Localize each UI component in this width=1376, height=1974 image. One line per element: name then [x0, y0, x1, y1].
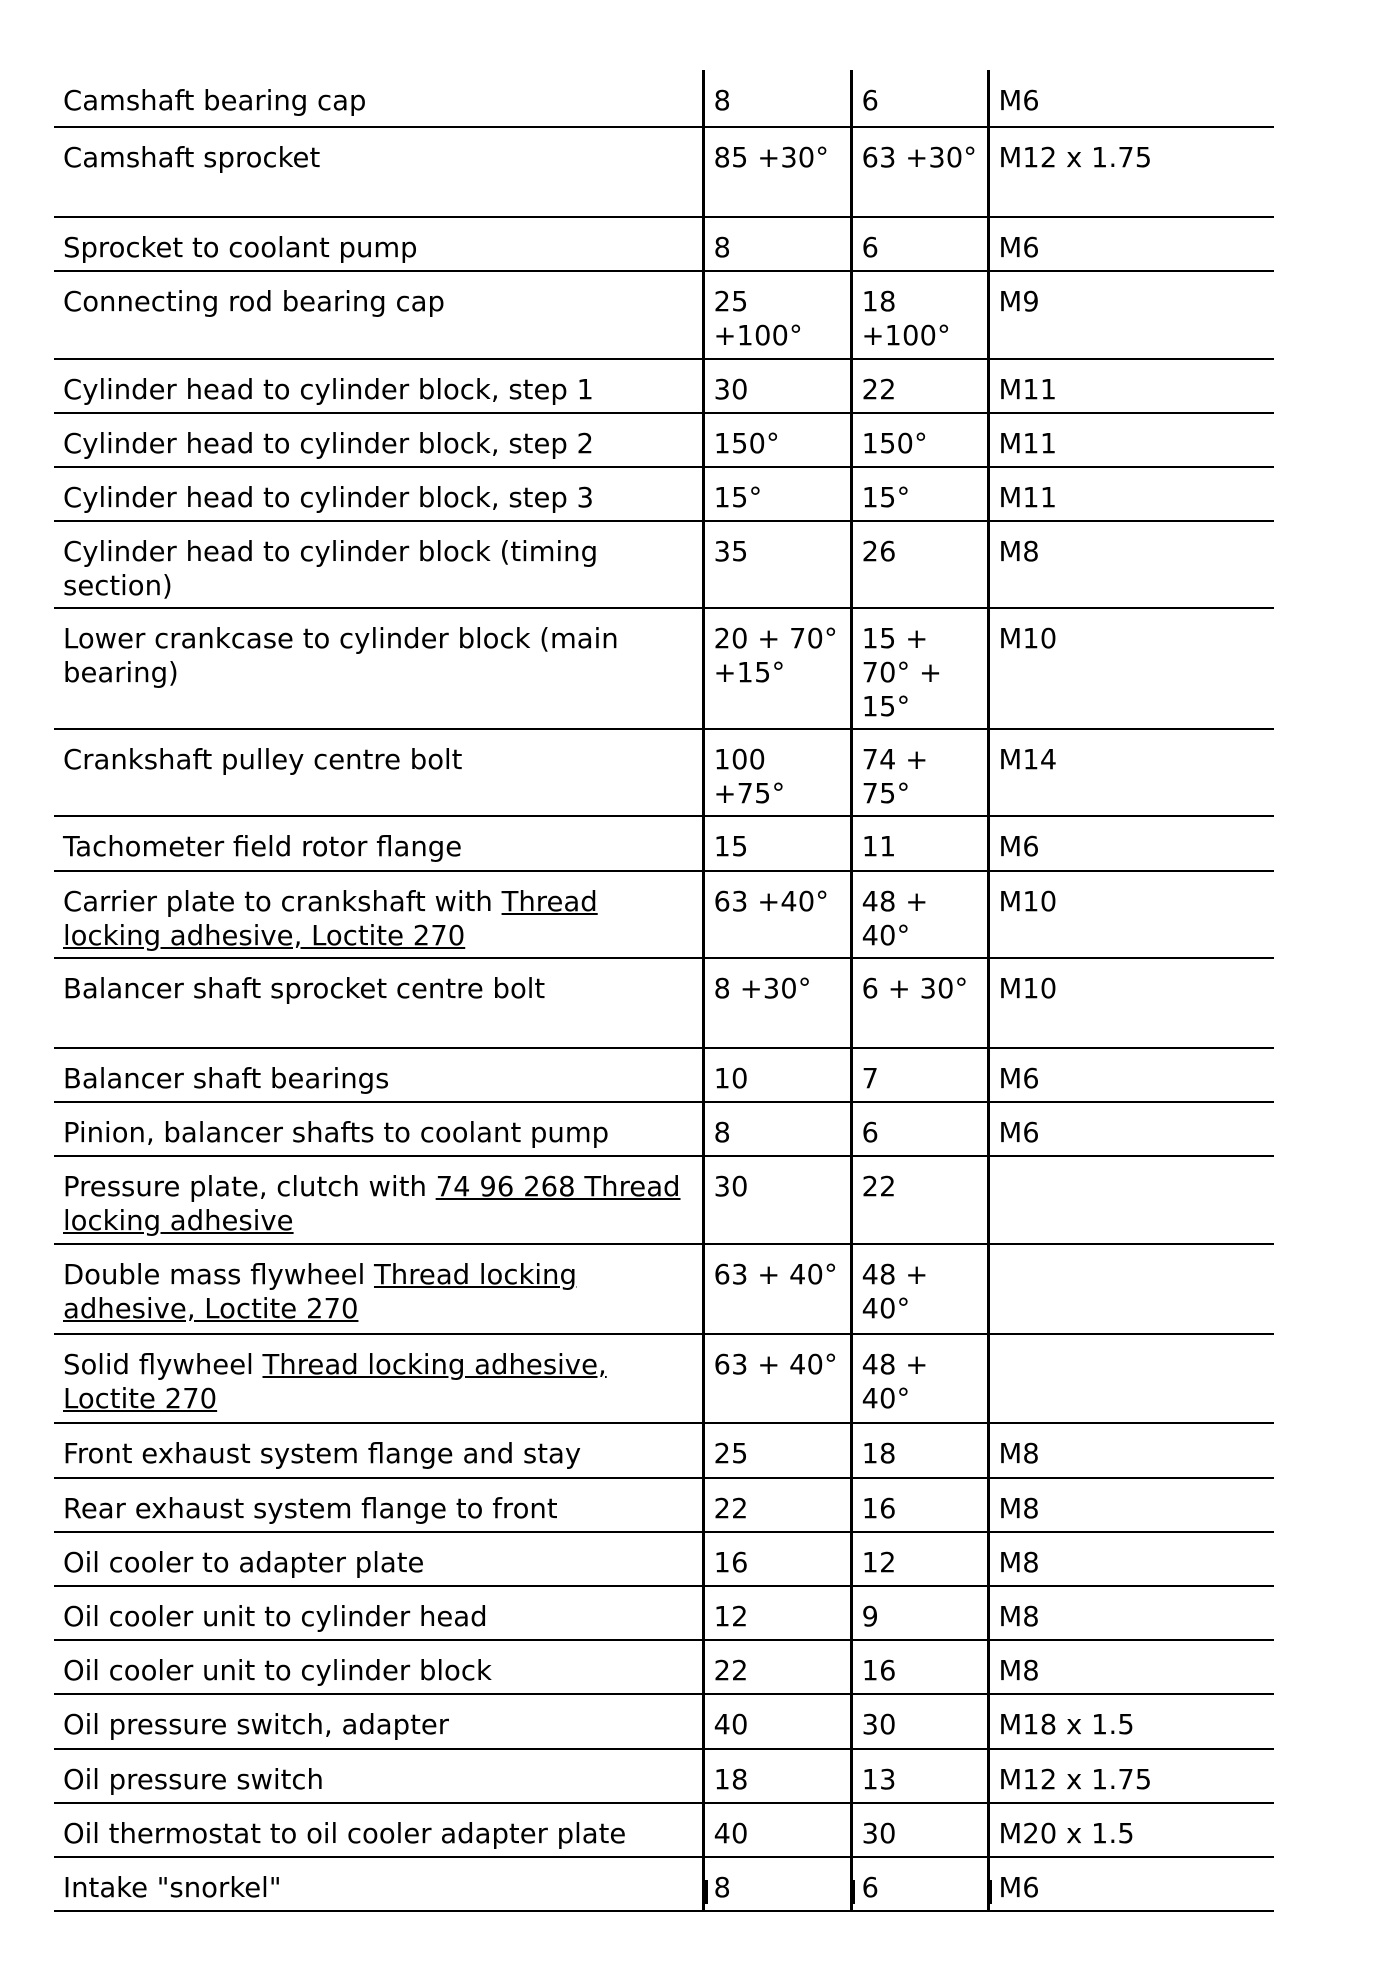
description-text: Camshaft bearing cap — [63, 85, 367, 117]
table-row — [54, 1423, 1274, 1478]
description-text: Camshaft sprocket — [63, 142, 321, 174]
torque-nm: 8 — [703, 1857, 851, 1911]
torque-lbf-ft: 150° — [851, 413, 988, 467]
torque-nm: 63 + 40° — [703, 1334, 851, 1423]
description-text: Pressure plate, clutch with — [63, 1171, 436, 1203]
adhesive-link[interactable]: Thread locking adhesive, Loctite 270 — [63, 1349, 607, 1415]
torque-lbf-ft: 30 — [851, 1694, 988, 1749]
description-text: Double mass flywheel — [63, 1259, 374, 1291]
torque-nm: 15° — [703, 467, 851, 521]
torque-nm: 8 +30° — [703, 958, 851, 1048]
description-text: Sprocket to coolant pump — [63, 232, 418, 264]
torque-nm: 40 — [703, 1803, 851, 1857]
thread-size: M9 — [988, 271, 1274, 359]
component-description — [54, 521, 703, 608]
table-row — [54, 958, 1274, 1048]
torque-nm: 8 — [703, 1102, 851, 1156]
component-description — [54, 1640, 703, 1694]
torque-lbf-ft: 18 — [851, 1423, 988, 1478]
torque-nm: 18 — [703, 1749, 851, 1803]
torque-lbf-ft: 6 — [851, 1857, 988, 1911]
thread-size: M8 — [988, 1423, 1274, 1478]
table-row — [54, 1102, 1274, 1156]
thread-size: M8 — [988, 1640, 1274, 1694]
description-text: Balancer shaft bearings — [63, 1063, 390, 1095]
torque-lbf-ft: 48 + 40° — [851, 1244, 988, 1334]
torque-nm: 63 +40° — [703, 871, 851, 958]
torque-nm: 22 — [703, 1640, 851, 1694]
table-row — [54, 1640, 1274, 1694]
torque-lbf-ft: 48 + 40° — [851, 871, 988, 958]
table-row — [54, 217, 1274, 271]
description-text: Connecting rod bearing cap — [63, 286, 445, 318]
torque-nm: 100 +75° — [703, 729, 851, 816]
description-text: Tachometer field rotor flange — [63, 831, 463, 863]
component-description — [54, 359, 703, 413]
component-description — [54, 70, 703, 127]
description-text: Lower crankcase to cylinder block (main bearing) — [63, 623, 619, 689]
torque-nm: 20 + 70° +15° — [703, 608, 851, 729]
torque-lbf-ft: 26 — [851, 521, 988, 608]
torque-lbf-ft: 6 — [851, 217, 988, 271]
table-row — [54, 871, 1274, 958]
table-row — [54, 1478, 1274, 1532]
description-text: Balancer shaft sprocket centre bolt — [63, 973, 546, 1005]
thread-size: M12 x 1.75 — [988, 1749, 1274, 1803]
torque-nm: 63 + 40° — [703, 1244, 851, 1334]
component-description — [54, 1749, 703, 1803]
thread-size: M14 — [988, 729, 1274, 816]
component-description — [54, 1803, 703, 1857]
table-row — [54, 359, 1274, 413]
thread-size: M6 — [988, 70, 1274, 127]
thread-size: M20 x 1.5 — [988, 1803, 1274, 1857]
component-description — [54, 729, 703, 816]
thread-size: M8 — [988, 1478, 1274, 1532]
description-text: Oil cooler unit to cylinder head — [63, 1601, 488, 1633]
component-description — [54, 1423, 703, 1478]
thread-size — [988, 1244, 1274, 1334]
component-description — [54, 1857, 703, 1911]
table-row — [54, 729, 1274, 816]
torque-lbf-ft: 63 +30° — [851, 127, 988, 217]
description-text: Carrier plate to crankshaft with — [63, 886, 502, 918]
table-row — [54, 816, 1274, 871]
table-row — [54, 1048, 1274, 1102]
component-description — [54, 271, 703, 359]
torque-nm: 8 — [703, 217, 851, 271]
table-row — [54, 521, 1274, 608]
description-text: Oil cooler to adapter plate — [63, 1547, 425, 1579]
torque-lbf-ft: 11 — [851, 816, 988, 871]
torque-nm: 25 — [703, 1423, 851, 1478]
thread-size: M6 — [988, 1857, 1274, 1911]
thread-size: M8 — [988, 521, 1274, 608]
torque-nm: 85 +30° — [703, 127, 851, 217]
component-description — [54, 217, 703, 271]
description-text: Front exhaust system flange and stay — [63, 1438, 582, 1470]
torque-nm: 22 — [703, 1478, 851, 1532]
thread-size: M11 — [988, 467, 1274, 521]
component-description — [54, 1102, 703, 1156]
description-text: Rear exhaust system flange to front — [63, 1493, 558, 1525]
torque-lbf-ft: 15 + 70° + 15° — [851, 608, 988, 729]
adhesive-link[interactable]: Thread locking adhesive, Loctite 270 — [63, 886, 598, 952]
torque-lbf-ft: 12 — [851, 1532, 988, 1586]
description-text: Solid flywheel — [63, 1349, 263, 1381]
column-divider-lbf — [852, 1880, 855, 1904]
thread-size: M10 — [988, 958, 1274, 1048]
table-row — [54, 271, 1274, 359]
thread-size: M6 — [988, 1048, 1274, 1102]
torque-lbf-ft: 16 — [851, 1478, 988, 1532]
torque-lbf-ft: 6 — [851, 1102, 988, 1156]
torque-nm: 16 — [703, 1532, 851, 1586]
table-row — [54, 1334, 1274, 1423]
adhesive-link[interactable]: 74 96 268 Thread locking adhesive — [63, 1171, 681, 1237]
torque-lbf-ft: 9 — [851, 1586, 988, 1640]
table-row — [54, 127, 1274, 217]
table-row — [54, 1694, 1274, 1749]
torque-lbf-ft: 15° — [851, 467, 988, 521]
component-description — [54, 1048, 703, 1102]
table-row — [54, 1803, 1274, 1857]
component-description — [54, 608, 703, 729]
component-description — [54, 816, 703, 871]
torque-nm: 35 — [703, 521, 851, 608]
torque-nm: 10 — [703, 1048, 851, 1102]
table-row — [54, 1532, 1274, 1586]
table-row — [54, 1749, 1274, 1803]
torque-lbf-ft: 48 + 40° — [851, 1334, 988, 1423]
torque-nm: 40 — [703, 1694, 851, 1749]
description-text: Oil pressure switch, adapter — [63, 1709, 450, 1741]
component-description — [54, 413, 703, 467]
component-description — [54, 1244, 703, 1334]
torque-lbf-ft: 30 — [851, 1803, 988, 1857]
description-text: Cylinder head to cylinder block, step 2 — [63, 428, 595, 460]
torque-nm: 150° — [703, 413, 851, 467]
thread-size: M10 — [988, 871, 1274, 958]
table-row — [54, 1586, 1274, 1640]
description-text: Cylinder head to cylinder block (timing section) — [63, 536, 599, 602]
torque-table-body — [54, 70, 1274, 1911]
table-row — [54, 413, 1274, 467]
table-row — [54, 1857, 1274, 1911]
torque-lbf-ft: 13 — [851, 1749, 988, 1803]
component-description — [54, 1478, 703, 1532]
torque-lbf-ft: 16 — [851, 1640, 988, 1694]
torque-lbf-ft: 74 + 75° — [851, 729, 988, 816]
table-row — [54, 1244, 1274, 1334]
description-text: Pinion, balancer shafts to coolant pump — [63, 1117, 610, 1149]
component-description — [54, 467, 703, 521]
column-divider-nm — [705, 1880, 708, 1904]
description-text: Intake "snorkel" — [63, 1872, 282, 1904]
description-text: Oil pressure switch — [63, 1764, 324, 1796]
component-description — [54, 1156, 703, 1244]
description-text: Oil thermostat to oil cooler adapter plate — [63, 1818, 627, 1850]
description-text: Crankshaft pulley centre bolt — [63, 744, 463, 776]
thread-size: M6 — [988, 816, 1274, 871]
thread-size: M6 — [988, 217, 1274, 271]
table-row — [54, 467, 1274, 521]
table-row — [54, 1156, 1274, 1244]
torque-nm: 12 — [703, 1586, 851, 1640]
component-description — [54, 871, 703, 958]
torque-nm: 15 — [703, 816, 851, 871]
thread-size — [988, 1156, 1274, 1244]
table-row — [54, 70, 1274, 127]
torque-specification-table — [54, 70, 1274, 1912]
thread-size: M6 — [988, 1102, 1274, 1156]
thread-size: M8 — [988, 1532, 1274, 1586]
thread-size — [988, 1334, 1274, 1423]
thread-size: M11 — [988, 359, 1274, 413]
description-text: Cylinder head to cylinder block, step 3 — [63, 482, 595, 514]
adhesive-link[interactable]: Thread locking adhesive, Loctite 270 — [63, 1259, 577, 1325]
torque-nm: 8 — [703, 70, 851, 127]
column-divider-thread — [989, 1880, 992, 1904]
thread-size: M10 — [988, 608, 1274, 729]
torque-lbf-ft: 6 — [851, 70, 988, 127]
torque-lbf-ft: 7 — [851, 1048, 988, 1102]
thread-size: M11 — [988, 413, 1274, 467]
component-description — [54, 1586, 703, 1640]
description-text: Cylinder head to cylinder block, step 1 — [63, 374, 595, 406]
component-description — [54, 1694, 703, 1749]
component-description — [54, 1334, 703, 1423]
torque-nm: 25 +100° — [703, 271, 851, 359]
torque-nm: 30 — [703, 1156, 851, 1244]
description-text: Oil cooler unit to cylinder block — [63, 1655, 492, 1687]
torque-lbf-ft: 18 +100° — [851, 271, 988, 359]
torque-lbf-ft: 6 + 30° — [851, 958, 988, 1048]
thread-size: M8 — [988, 1586, 1274, 1640]
component-description — [54, 958, 703, 1048]
torque-lbf-ft: 22 — [851, 1156, 988, 1244]
torque-lbf-ft: 22 — [851, 359, 988, 413]
torque-nm: 30 — [703, 359, 851, 413]
component-description — [54, 1532, 703, 1586]
component-description — [54, 127, 703, 217]
table-row — [54, 608, 1274, 729]
thread-size: M18 x 1.5 — [988, 1694, 1274, 1749]
thread-size: M12 x 1.75 — [988, 127, 1274, 217]
